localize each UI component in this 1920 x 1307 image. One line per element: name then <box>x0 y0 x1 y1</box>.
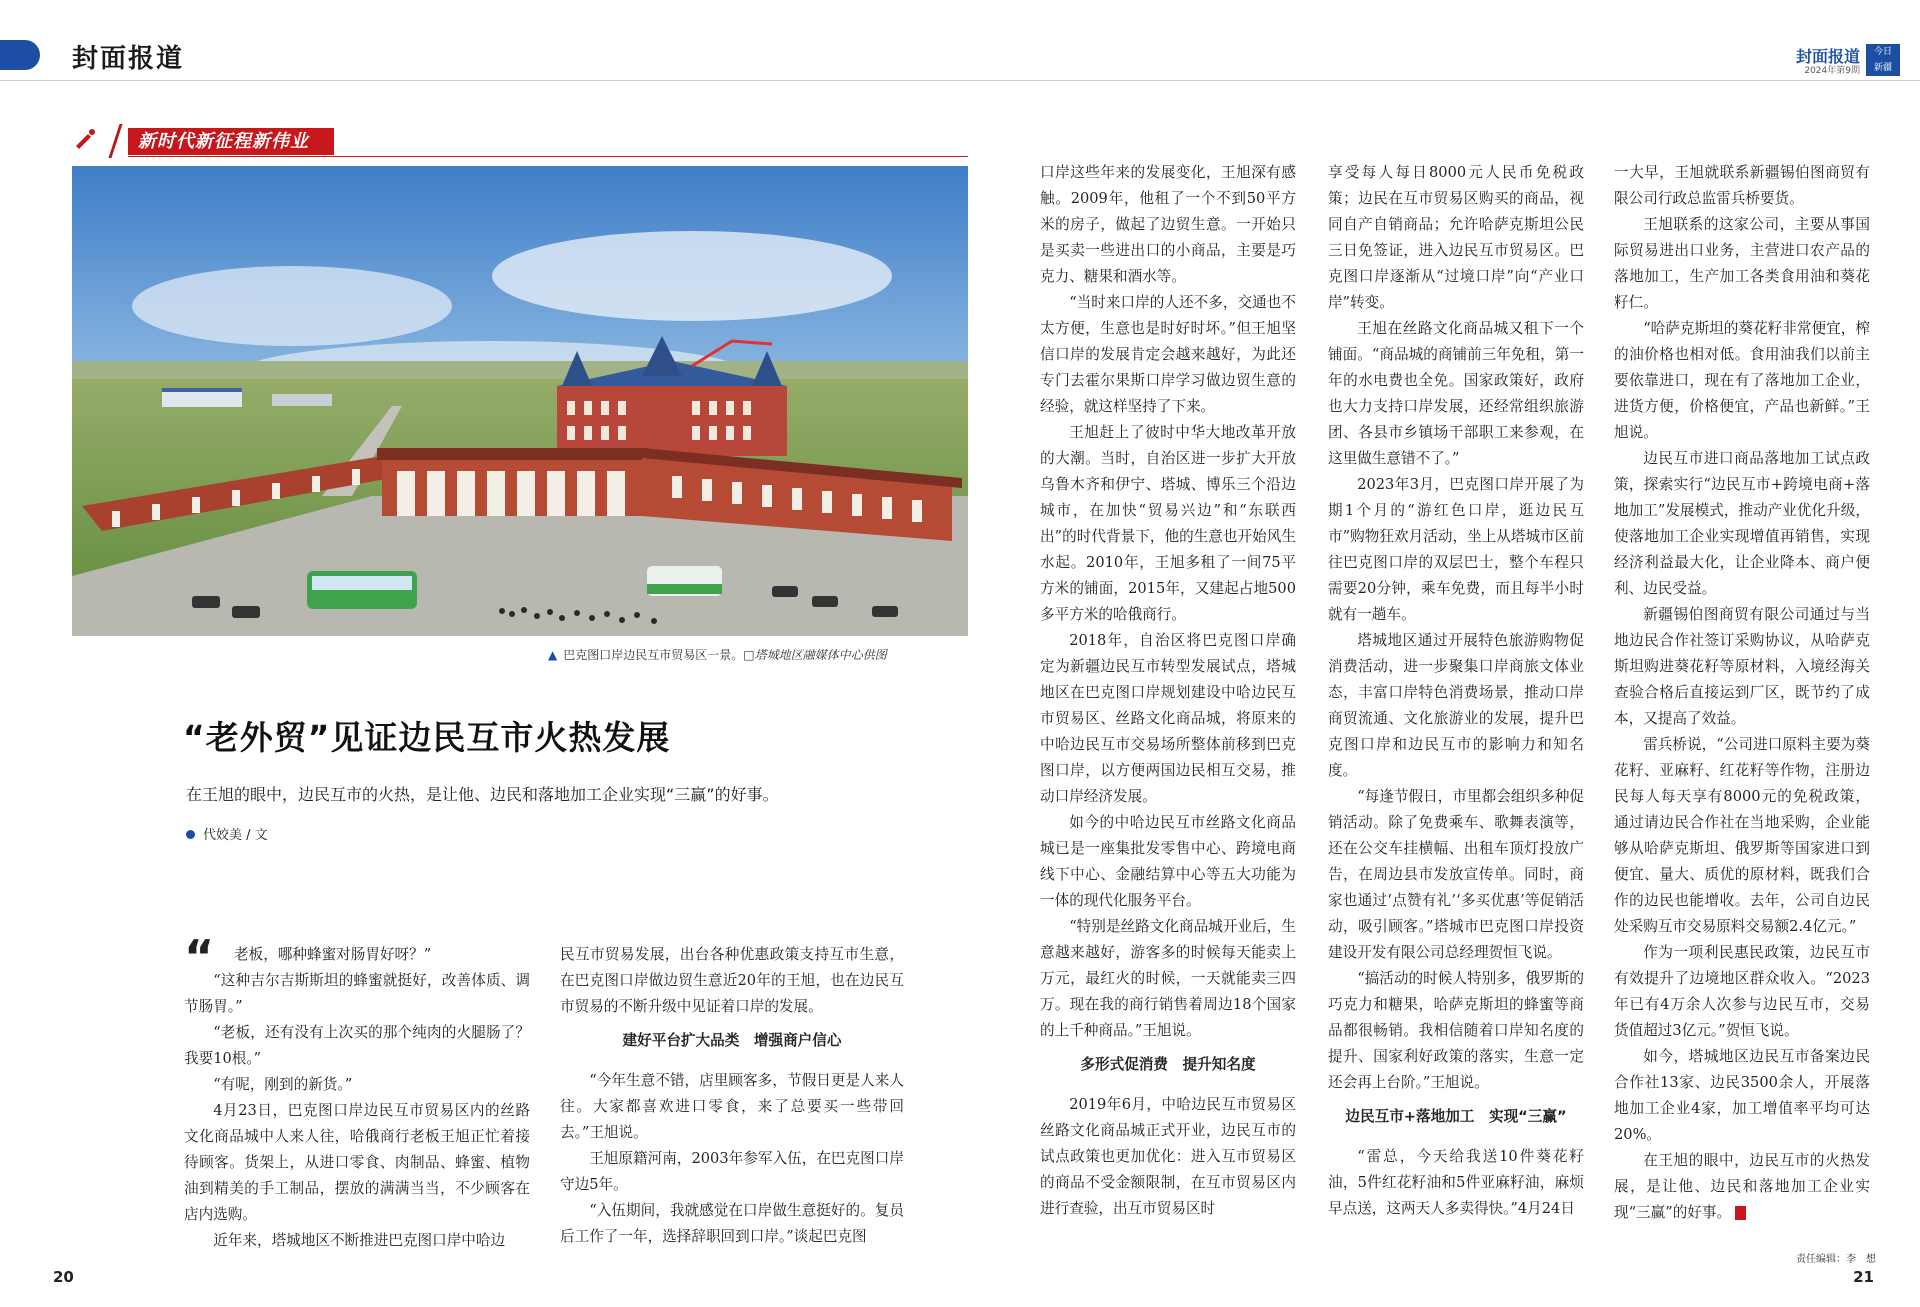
paragraph: 民互市贸易发展，出台各种优惠政策支持互市生意，在巴克图口岸做边贸生意近20年的王旭，也在边民互市贸易的不断升级中见证着口岸的发展。 <box>560 946 904 1015</box>
paragraph: “雷总，今天给我送10件葵花籽油，5件红花籽油和5件亚麻籽油，麻烦早点送，这两天人多卖得快。”4月24日 <box>1328 1148 1584 1217</box>
article-byline <box>186 824 268 843</box>
photo-credit: □塔城地区融媒体中心供图 <box>743 648 887 662</box>
caption-triangle-icon: ▲ <box>548 648 558 662</box>
article-column-1 <box>184 930 530 1254</box>
paragraph: 如今的中哈边民互市丝路文化商品城已是一座集批发零售中心、跨境电商线下中心、金融结算中心等五大功能为一体的现代化服务平台。 <box>1040 814 1296 909</box>
magazine-badge-text: 今日 新疆 <box>1873 47 1892 73</box>
header-divider <box>0 80 1920 81</box>
paragraph: 王旭联系的这家公司，主要从事国际贸易进出口业务，主营进口农产品的落地加工，生产加工各类食用油和葵花籽仁。 <box>1614 216 1870 311</box>
paragraph: 如今，塔城地区边民互市备案边民合作社13家、边民3500余人，开展落地加工企业4家，加工增值率平均可达20%。 <box>1614 1048 1870 1143</box>
paragraph: 王旭原籍河南，2003年参军入伍，在巴克图口岸守边5年。 <box>560 1150 904 1193</box>
paragraph: 王旭在丝路文化商品城又租下一个铺面。“商品城的商铺前三年免租，第一年的水电费也全免。国家政策好，政府也大力支持口岸发展，还经常组织旅游团、各县市乡镇场干部职工来参观，在这里做生意错不了。” <box>1328 320 1584 467</box>
paragraph: 近年来，塔城地区不断推进巴克图口岸中哈边 <box>213 1232 506 1249</box>
paragraph: 2018年，自治区将巴克图口岸确定为新疆边民互市转型发展试点，塔城地区在巴克图口岸规划建设中哈边民互市贸易区、丝路文化商品城，将原来的中哈边民互市交易场所整体前移到巴克图口岸，以方便两国边民相互交易，推动口岸经济发展。 <box>1040 632 1296 805</box>
section-heading: 建好平台扩大品类 增强商户信心 <box>622 1032 842 1049</box>
paragraph: “这种吉尔吉斯斯坦的蜂蜜就挺好，改善体质、调节肠胃。” <box>184 972 530 1015</box>
article-column-4 <box>1328 160 1584 1222</box>
paragraph: “入伍期间，我就感觉在口岸做生意挺好的。复员后工作了一年，选择辞职回到口岸。”谈起巴克图 <box>560 1202 904 1245</box>
paragraph <box>1614 1148 1870 1226</box>
paragraph: 4月23日，巴克图口岸边民互市贸易区内的丝路文化商品城中人来人往，哈俄商行老板王旭正忙着接待顾客。货架上，从进口零食、肉制品、蜂蜜、植物油到精美的手工制品，摆放的满满当当，不少顾客在店内选购。 <box>184 1102 530 1223</box>
paragraph: 雷兵桥说，“公司进口原料主要为葵花籽、亚麻籽、红花籽等作物，注册边民每人每天享有8000元的免税政策，通过请边民合作社在当地采购，企业能够从哈萨克斯坦、俄罗斯等国家进口到便宜、量大、质优的原材料，既我们合作的边民也能增收。去年，公司自边民处采购互市交易原料交易额2.4亿元。” <box>1614 736 1870 935</box>
article-column-3 <box>1040 160 1296 1222</box>
magazine-title: 封面报道 <box>1795 47 1860 66</box>
paragraph: “每逢节假日，市里都会组织多种促销活动。除了免费乘车、歌舞表演等，还在公交车挂横幅、出租车顶灯投放广告，在周边县市发放宣传单。同时，商家也通过‘点赞有礼’‘多买优惠’等促销活动，吸引顾客。”塔城市巴克图口岸投资建设开发有限公司总经理贺恒飞说。 <box>1328 788 1584 961</box>
paragraph: 塔城地区通过开展特色旅游购物促消费活动，进一步聚集口岸商旅文体业态，丰富口岸特色消费场景，推动口岸商贸流通、文化旅游业的发展，提升巴克图口岸和边民互市的影响力和知名度。 <box>1328 632 1584 779</box>
paragraph: “当时来口岸的人还不多，交通也不太方便，生意也是时好时坏。”但王旭坚信口岸的发展肯定会越来越好，为此还专门去霍尔果斯口岸学习做边贸生意的经验，就这样坚持了下来。 <box>1040 294 1296 415</box>
section-tab-marker <box>0 40 40 70</box>
section-heading: 边民互市+落地加工 实现“三赢” <box>1345 1108 1567 1125</box>
page-number-right: 21 <box>1853 1268 1874 1286</box>
paragraph: 2019年6月，中哈边民互市贸易区丝路文化商品城正式开业，边民互市的试点政策也更加优化：进入互市贸易区的商品不受金额限制，在互市贸易区内进行查验，出互市贸易区时 <box>1040 1096 1296 1217</box>
paragraph: “搞活动的时候人特别多，俄罗斯的巧克力和糖果，哈萨克斯坦的蜂蜜等商品都很畅销。我相信随着口岸知名度的提升、国家利好政策的落实，生意一定还会再上台阶。”王旭说。 <box>1328 970 1584 1091</box>
article-subtitle: 在王旭的眼中，边民互市的火热，是让他、边民和落地加工企业实现“三赢”的好事。 <box>186 785 779 804</box>
closing-paragraph-text: 在王旭的眼中，边民互市的火热发展，是让他、边民和落地加工企业实现“三赢”的好事。 <box>1614 1152 1870 1221</box>
paragraph: “今年生意不错，店里顾客多，节假日更是人来人往。大家都喜欢进口零食，来了总要买一些带回去。”王旭说。 <box>560 1072 904 1141</box>
responsible-editor: 责任编辑：李 想 <box>1796 1254 1876 1265</box>
column-banner: 新时代新征程新伟业 <box>128 128 334 155</box>
magazine-badge <box>1866 44 1900 76</box>
section-heading: 多形式促消费 提升知名度 <box>1080 1056 1256 1073</box>
section-title: 封面报道 <box>72 44 185 74</box>
paragraph: 老板，哪种蜂蜜对肠胃好呀？” <box>234 946 432 963</box>
paragraph: “老板，还有没有上次买的那个纯肉的火腿肠了？我要10根。” <box>184 1024 530 1067</box>
paragraph: 王旭赶上了彼时中华大地改革开放的大潮。当时，自治区进一步扩大开放乌鲁木齐和伊宁、塔城、博乐三个沿边城市，在加快“贸易兴边”和“东联西出”的时代背景下，他的生意也开始风生水起。2010年，王旭多租了一间75平方米的铺面，2015年，又建起占地500多平方米的哈俄商行。 <box>1040 424 1296 623</box>
party-emblem-icon <box>70 124 102 156</box>
paragraph: “有呢，刚到的新货。” <box>213 1076 353 1093</box>
paragraph: 作为一项利民惠民政策，边民互市有效提升了边境地区群众收入。“2023年已有4万余人次参与边民互市，交易货值超过3亿元。”贺恒飞说。 <box>1614 944 1870 1039</box>
opening-quote-icon: “ <box>184 930 215 984</box>
banner-slash <box>108 124 122 158</box>
paragraph: 2023年3月，巴克图口岸开展了为期1个月的“游红色口岸，逛边民互市”购物狂欢月活动，坐上从塔城市区前往巴克图口岸的双层巴士，整个车程只需要20分钟，乘车免费，而且每半小时就有一趟车。 <box>1328 476 1584 623</box>
paragraph: 享受每人每日8000元人民币免税政策；边民在互市贸易区购买的商品，视同自产自销商品；允许哈萨克斯坦公民三日免签证，进入边民互市贸易区。巴克图口岸逐渐从“过境口岸”向“产业口岸”转变。 <box>1328 164 1584 311</box>
article-title: “老外贸”见证边民互市火热发展 <box>183 718 671 757</box>
paragraph: 一大早，王旭就联系新疆锡伯图商贸有限公司行政总监雷兵桥要货。 <box>1614 164 1870 207</box>
paragraph: “特别是丝路文化商品城开业后，生意越来越好，游客多的时候每天能卖上万元，最红火的时候，一天就能卖三四万。现在我的商行销售着周边18个国家的上千种商品。”王旭说。 <box>1040 918 1296 1039</box>
page-number-left: 20 <box>53 1268 74 1286</box>
paragraph: “哈萨克斯坦的葵花籽非常便宜，榨的油价格也相对低。食用油我们以前主要依靠进口，现在有了落地加工企业，进货方便，价格便宜，产品也新鲜。”王旭说。 <box>1614 320 1870 441</box>
byline-text: 代姣美 / 文 <box>203 828 268 843</box>
article-column-5 <box>1614 160 1870 1226</box>
article-column-2 <box>560 942 904 1250</box>
magazine-issue: 2024年第9期 <box>1804 66 1860 76</box>
caption-text: 巴克图口岸边民互市贸易区一景。 <box>563 648 744 662</box>
paragraph: 边民互市进口商品落地加工试点政策，探索实行“边民互市+跨境电商+落地加工”发展模式，推动产业优化升级，使落地加工企业实现增值再销售，实现经济利益最大化，让企业降本、商户便利、边民受益。 <box>1614 450 1870 597</box>
article-end-icon <box>1735 1206 1746 1220</box>
port-aerial-photo <box>72 166 968 636</box>
paragraph: 新疆锡伯图商贸有限公司通过与当地边民合作社签订采购协议，从哈萨克斯坦购进葵花籽等原材料，入境经海关查验合格后直接运到厂区，既节约了成本，又提高了效益。 <box>1614 606 1870 727</box>
byline-dot-icon <box>186 830 195 839</box>
banner-rule <box>128 156 968 157</box>
photo-caption <box>548 646 887 663</box>
paragraph: 口岸这些年来的发展变化，王旭深有感触。2009年，他租了一个不到50平方米的房子，做起了边贸生意。一开始只是买卖一些进出口的小商品，主要是巧克力、糖果和酒水等。 <box>1040 164 1296 285</box>
